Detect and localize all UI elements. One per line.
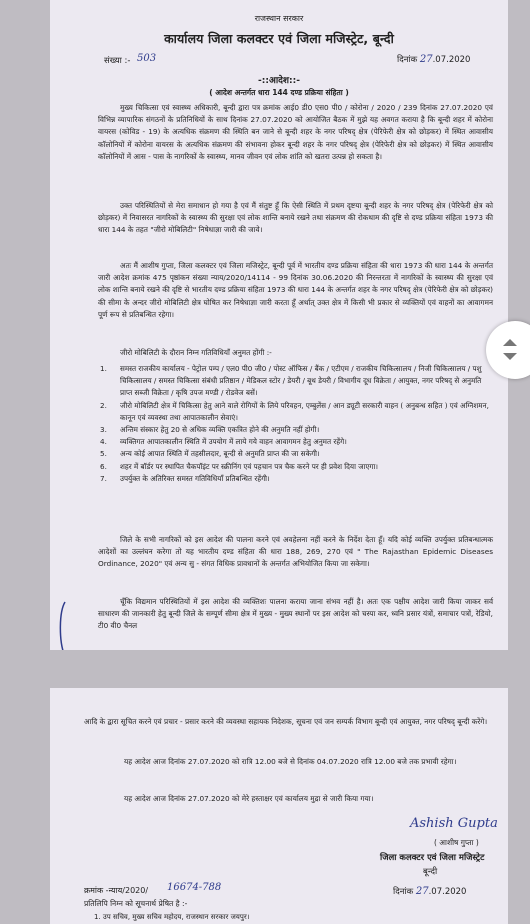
paragraph-6: चूँकि विद्यमान परिस्थितियों में इस आदेश की व्यक्तिशः पालना कराया जाना संभव नहीं है। अतः एक पक्षीय आदेश जारी किया जाकर सर्व साधारण की जानकारी हेतु बून्दी जिले के सम्पूर्ण सीमा क्षेत्र में मुख्य - मुख्य स्थानों पर इस आदेश को चस्पा कर, ध्वनि प्रसार यंत्रों, समाचार पत्रों, रेडियो, टी0 वी0 चैनल <box>98 597 493 631</box>
copy-to-heading: प्रतिलिपि निम्न को सूचनार्थ प्रेषित है :- <box>84 899 188 908</box>
office-title: कार्यालय जिला कलक्टर एवं जिला मजिस्ट्रेट, बून्दी <box>164 31 394 46</box>
order-subject: ( आदेश अन्तर्गत धारा 144 दण्ड प्रक्रिया संहिता ) <box>209 88 349 97</box>
dispatch-date-day: 27 <box>415 886 429 897</box>
page2-paragraph-1: आदि के द्वारा सूचित करने एवं प्रचार - प्रसार करने की व्यवस्था सहायक निदेशक, सूचना एवं जन सम्पर्क विभाग बून्दी एवं आयुक्त, नगर परिषद् बून्दी करेंगे। <box>84 717 488 726</box>
page2-paragraph-3: यह आदेश आज दिनांक 27.07.2020 को मेरे हस्ताक्षर एवं कार्यालय मुद्रा से जारी किया गया। <box>124 794 374 803</box>
list-item: 3. अन्तिम संस्कार हेतु 20 से अधिक व्यक्ति एकत्रित होने की अनुमति नहीं होगी। <box>100 425 320 435</box>
order-date <box>397 54 470 65</box>
page2-paragraph-2: यह आदेश आज दिनांक 27.07.2020 को रात्रि 12.00 बजे से दिनांक 04.07.2020 रात्रि 12.00 बजे तक प्रभावी रहेगा। <box>124 757 457 766</box>
date-day-handwritten: 27 <box>419 54 433 65</box>
signatory-name: ( आशीष गुप्ता ) <box>434 838 479 847</box>
paragraph-4: जीरो मोबिलिटी के दौरान निम्न गतिविधियाँ अनुमत होंगी :- <box>120 348 272 357</box>
copy-to-item-1: 1. उप सचिव, मुख्य सचिव महोदय, राजस्थान सरकार जयपुर। <box>94 913 250 921</box>
paragraph-3: अतः मैं आशीष गुप्ता, जिला कलक्टर एवं जिला मजिस्ट्रेट, बून्दी पूर्व में भारतीय दण्ड प्रक्रिया संहिता की धारा 1973 की धारा 144 के अन्तर्गत जारी आदेश क्रमांक 475 पृष्ठांकन संख्या न्याय/2020/14114 - 99 दिनांक 30.06.2020 की निरन्तरता में नागरिकों के स्वास्थ्य की सुरक्षा एवं लोक शान्ति बनाये रखने की दृष्टि से भारतीय दण्ड प्रक्रिया संहिता 1973 की धारा 144 के अन्तर्गत शहर के नगर परिषद् क्षेत्र (पेरिफेरी क्षेत्र को छोड़कर) की सीमा के अन्दर जीरो मोबिलिटी क्षेत्र घोषित कर निषेधाज्ञा जारी करता हूँ अर्थात् उक्त क्षेत्र में किसी भी प्रकार से व्यक्तियों एवं वाहनों का आवागमन पूर्ण रूप से प्रतिबन्धित रहेगा। <box>98 261 493 319</box>
order-number-label: संख्या :- <box>104 56 131 66</box>
order-number-value: 503 <box>137 53 157 64</box>
signatory-designation: जिला कलक्टर एवं जिला मजिस्ट्रेट <box>380 853 485 863</box>
paragraph-2: उक्त परिस्थितियों से मेरा समाधान हो गया है एवं मैं संतुष्ट हूँ कि ऐसी स्थिति में प्रथम दृष्टया बून्दी शहर के नगर परिषद् क्षेत्र (पेरिफेरी क्षेत्र को छोड़कर) में निवासरत नागरिकों के स्वास्थ्य की सुरक्षा एवं लोक शान्ति बनाये रखने तथा संक्रमण की रोकथाम की दृष्टि से दण्ड प्रक्रिया संहिता 1973 की धारा 144 के तहत "जीरो मोबिलिटी" निषेधाज्ञा जारी की जावे। <box>98 201 493 235</box>
paragraph-5: जिले के सभी नागरिकों को इस आदेश की पालना करने एवं अवहेलना नहीं करने के निर्देश देता हूँ। यदि कोई व्यक्ति उपर्युक्त प्रतिबन्धात्मक आदेशों का उल्लंघन करेगा तो यह भारतीय दण्ड संहिता की धारा 188, 269, 270 एवं " The Rajasthan Epidemic Diseases Ordinance, 2020" एवं अन्य सु - संगत विधिक प्रावधानों के अन्तर्गत अभियोजित किया जा सकेगा। <box>98 535 493 569</box>
chevron-down-icon <box>503 353 517 360</box>
margin-pen-mark <box>56 600 68 650</box>
chevron-up-icon <box>503 339 517 346</box>
dispatch-date-rest: .07.2020 <box>428 887 467 897</box>
order-title: -::आदेश::- <box>258 76 300 86</box>
list-item: 4. व्यक्तिगत आपातकालीन स्थिति में उपयोग में लाये गये वाहन आवागमन हेतु अनुमत रहेंगे। <box>100 437 347 447</box>
list-item: 2. जीरो मोबिलिटी क्षेत्र में चिकित्सा हेतु आने वाले रोगियों के लिये परिवहन, एम्बुलेंस / आन ड्यूटी सरकारी वाहन ( अनुबन्ध सहित ) एवं अग्निशमन, कानून एवं व्यवस्था तथा आपातकालीन सेवाएं। <box>100 400 489 422</box>
dispatch-date <box>393 886 466 897</box>
list-item: 6. शहर में बॉर्डर पर स्थापित चैकपॉइंट पर स्क्रीनिंग एवं पहचान पत्र चैक करने पर ही प्रवेश दिया जाएगा। <box>100 461 379 471</box>
list-item: 5. अन्य कोई आपात स्थिति में तहसीलदार, बून्दी से अनुमति प्राप्त की जा सकेगी। <box>100 449 320 459</box>
permitted-activities-list <box>100 363 493 485</box>
handwritten-signature: Ashish Gupta <box>410 816 498 831</box>
signatory-place: बून्दी <box>423 867 438 877</box>
date-rest: .07.2020 <box>432 55 471 65</box>
dispatch-number-value: 16674-788 <box>167 882 222 893</box>
order-page-1 <box>50 0 508 650</box>
list-item: 7. उपर्युक्त के अतिरिक्त समस्त गतिविधियाँ प्रतिबन्धित रहेंगी। <box>100 473 270 483</box>
list-item: 1. समस्त राजकीय कार्यालय - पेट्रोल पम्प / एल0 पी0 जी0 / पोस्ट ऑफिस / बैंक / एटीएम / राजकीय चिकित्सालय / निजी चिकित्सालय / पशु चिकित्सालय / समस्त चिकित्सा संबंधी प्रतिष्ठान / मेडिकल स्टोर / डेयरी / बूथ डेयरी / विभागीय दूध विक्रेता / आयुक्त, नगर परिषद् से अनुमति प्राप्त सब्जी विक्रेता / कृषि उपज मण्डी / रोडवेज बसें। <box>100 364 482 398</box>
government-header: राजस्थान सरकार <box>254 14 304 23</box>
paragraph-1: मुख्य चिकित्सा एवं स्वास्थ्य अधिकारी, बून्दी द्वारा पत्र क्रमांक आई0 डी0 एस0 पी0 / कोरोना / 2020 / 239 दिनांक 27.07.2020 एवं विभिन्न व्यापारिक संगठनों के प्रतिनिधियों के साथ दिनांक 27.07.2020 को आयोजित बैठक में मुझे यह अवगत कराया है कि बून्दी शहर में कोरोना वायरस (कोविड - 19) के अत्यधिक संक्रमण की स्थिति बन जाने से बून्दी शहर के नगर परिषद् क्षेत्र (पेरिफेरी क्षेत्र को छोड़कर) में स्थित आवासीय कॉलोनियों में कोरोना वायरस के अत्यधिक संक्रमण की संभावना होकर बून्दी शहर के नगर परिषद् क्षेत्र (पेरिफेरी क्षेत्र को छोड़कर) में स्थित आवासीय कॉलोनियों में आस - पास के नागरिकों के स्वास्थ्य, मानव जीवन एवं लोक शांति को खतरा उत्पन्न हो सकता है। <box>98 103 493 161</box>
dispatch-date-label: दिनांक <box>393 887 414 897</box>
date-label: दिनांक <box>397 55 418 65</box>
order-page-2 <box>50 688 508 924</box>
dispatch-number-label: क्रमांक -न्याय/2020/ <box>84 886 149 895</box>
